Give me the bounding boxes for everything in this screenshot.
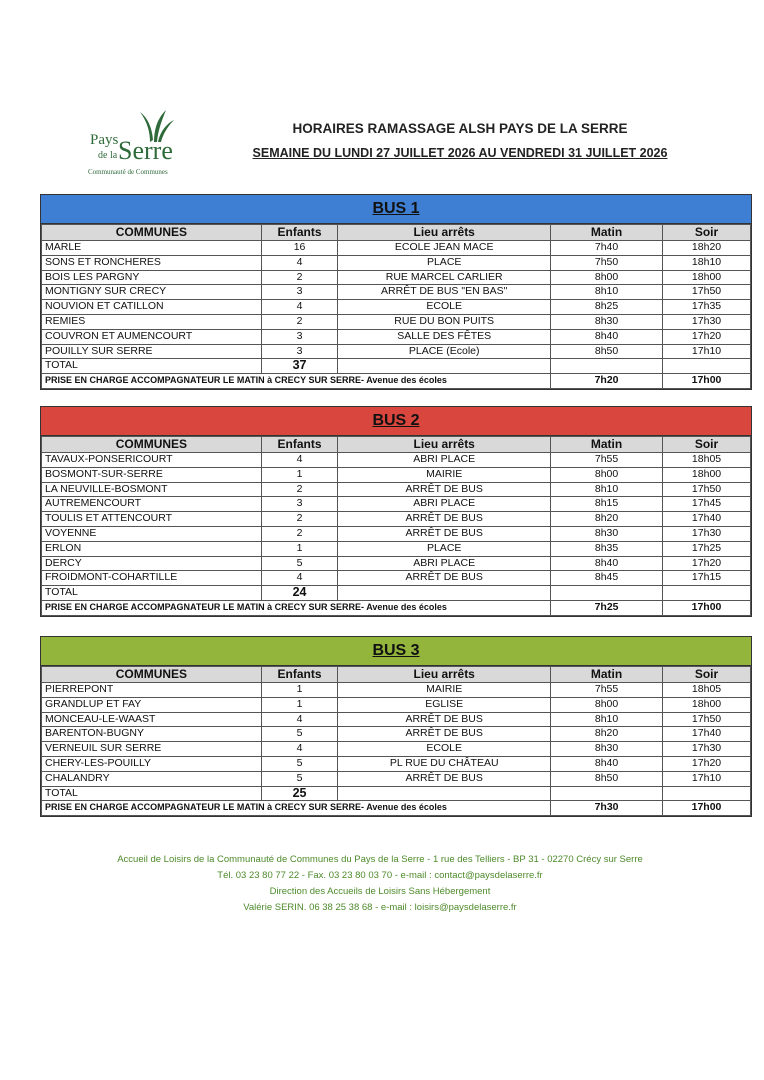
table-row [42, 482, 751, 497]
header-matin: Matin [551, 437, 663, 453]
total-row [42, 359, 751, 374]
table-row [42, 344, 751, 359]
document-week: SEMAINE DU LUNDI 27 JUILLET 2026 AU VENDREDI 31 JUILLET 2026 [252, 146, 668, 160]
table-row [42, 512, 751, 527]
total-value: 24 [261, 586, 338, 601]
lieu-arret-cell: MAIRIE [338, 467, 551, 482]
total-label: TOTAL [42, 586, 262, 601]
lieu-arret-cell: ARRÊT DE BUS "EN BAS" [338, 285, 551, 300]
table-row [42, 241, 751, 256]
table-row [42, 697, 751, 712]
prise-en-charge-label: PRISE EN CHARGE ACCOMPAGNATEUR LE MATIN à CRECY SUR SERRE- Avenue des écoles [42, 600, 551, 615]
matin-cell: 8h15 [551, 497, 663, 512]
matin-cell: 8h45 [551, 571, 663, 586]
soir-cell: 17h50 [663, 285, 751, 300]
soir-cell: 18h05 [663, 453, 751, 468]
total-row [42, 786, 751, 801]
empty-cell [663, 786, 751, 801]
bus-title: BUS 1 [372, 200, 420, 217]
matin-cell: 8h30 [551, 526, 663, 541]
commune-cell: PIERREPONT [42, 683, 262, 698]
prise-en-charge-label: PRISE EN CHARGE ACCOMPAGNATEUR LE MATIN à CRECY SUR SERRE- Avenue des écoles [42, 801, 551, 816]
commune-cell: LA NEUVILLE-BOSMONT [42, 482, 262, 497]
soir-cell: 17h35 [663, 300, 751, 315]
soir-cell: 17h50 [663, 482, 751, 497]
lieu-arret-cell: MAIRIE [338, 683, 551, 698]
logo-pays: Pays [90, 132, 119, 148]
commune-cell: REMIES [42, 314, 262, 329]
pays-de-la-serre-logo [84, 108, 194, 178]
commune-cell: VOYENNE [42, 526, 262, 541]
enfants-cell: 2 [261, 482, 338, 497]
bus-3-table [40, 636, 752, 817]
header-lieu-arrets: Lieu arrêts [338, 225, 551, 241]
table-row [42, 497, 751, 512]
soir-cell: 17h15 [663, 571, 751, 586]
bus-header-band [41, 195, 751, 224]
soir-cell: 17h40 [663, 727, 751, 742]
prise-matin: 7h25 [551, 600, 663, 615]
enfants-cell: 16 [261, 241, 338, 256]
commune-cell: DERCY [42, 556, 262, 571]
lieu-arret-cell: ARRÊT DE BUS [338, 482, 551, 497]
soir-cell: 17h30 [663, 742, 751, 757]
lieu-arret-cell: PL RUE DU CHÂTEAU [338, 756, 551, 771]
enfants-cell: 5 [261, 727, 338, 742]
matin-cell: 8h10 [551, 285, 663, 300]
table-row [42, 467, 751, 482]
matin-cell: 8h10 [551, 712, 663, 727]
soir-cell: 17h50 [663, 712, 751, 727]
lieu-arret-cell: PLACE (Ecole) [338, 344, 551, 359]
empty-cell [551, 786, 663, 801]
enfants-cell: 2 [261, 512, 338, 527]
footer-director: Valérie SERIN. 06 38 25 38 68 - e-mail : loisirs@paysdelaserre.fr [243, 902, 517, 913]
table-row [42, 683, 751, 698]
matin-cell: 8h30 [551, 314, 663, 329]
soir-cell: 18h10 [663, 255, 751, 270]
soir-cell: 17h20 [663, 556, 751, 571]
document-title: HORAIRES RAMASSAGE ALSH PAYS DE LA SERRE [292, 121, 628, 136]
total-row [42, 586, 751, 601]
lieu-arret-cell: ECOLE JEAN MACE [338, 241, 551, 256]
table-row [42, 329, 751, 344]
empty-cell [551, 586, 663, 601]
matin-cell: 8h40 [551, 756, 663, 771]
commune-cell: BOSMONT-SUR-SERRE [42, 467, 262, 482]
commune-cell: SONS ET RONCHERES [42, 255, 262, 270]
matin-cell: 8h10 [551, 482, 663, 497]
commune-cell: AUTREMENCOURT [42, 497, 262, 512]
footer [40, 852, 720, 916]
commune-cell: CHALANDRY [42, 771, 262, 786]
enfants-cell: 1 [261, 683, 338, 698]
matin-cell: 8h00 [551, 697, 663, 712]
soir-cell: 18h00 [663, 467, 751, 482]
lieu-arret-cell: ABRI PLACE [338, 556, 551, 571]
lieu-arret-cell: ARRÊT DE BUS [338, 526, 551, 541]
commune-cell: ERLON [42, 541, 262, 556]
lieu-arret-cell: ARRÊT DE BUS [338, 771, 551, 786]
logo-communaute: Communauté de Communes [88, 168, 168, 176]
header-communes: COMMUNES [42, 437, 262, 453]
total-label: TOTAL [42, 786, 262, 801]
prise-soir: 17h00 [663, 600, 751, 615]
column-header-row [42, 225, 751, 241]
commune-cell: MARLE [42, 241, 262, 256]
header-communes: COMMUNES [42, 667, 262, 683]
soir-cell: 17h40 [663, 512, 751, 527]
matin-cell: 8h20 [551, 727, 663, 742]
soir-cell: 17h30 [663, 526, 751, 541]
matin-cell: 8h40 [551, 556, 663, 571]
logo-serre: Serre [118, 136, 173, 165]
commune-cell: MONTIGNY SUR CRECY [42, 285, 262, 300]
commune-cell: BOIS LES PARGNY [42, 270, 262, 285]
table-row [42, 571, 751, 586]
prise-en-charge-row [42, 801, 751, 816]
matin-cell: 8h30 [551, 742, 663, 757]
header-lieu-arrets: Lieu arrêts [338, 667, 551, 683]
enfants-cell: 4 [261, 571, 338, 586]
lieu-arret-cell: RUE DU BON PUITS [338, 314, 551, 329]
lieu-arret-cell: ARRÊT DE BUS [338, 571, 551, 586]
lieu-arret-cell: ABRI PLACE [338, 497, 551, 512]
enfants-cell: 4 [261, 300, 338, 315]
matin-cell: 7h55 [551, 683, 663, 698]
schedule-table [41, 436, 751, 616]
table-row [42, 727, 751, 742]
prise-en-charge-row [42, 600, 751, 615]
enfants-cell: 2 [261, 270, 338, 285]
soir-cell: 17h10 [663, 344, 751, 359]
soir-cell: 18h00 [663, 697, 751, 712]
bus-header-band [41, 407, 751, 436]
enfants-cell: 3 [261, 329, 338, 344]
matin-cell: 8h00 [551, 467, 663, 482]
soir-cell: 18h05 [663, 683, 751, 698]
matin-cell: 8h25 [551, 300, 663, 315]
enfants-cell: 4 [261, 453, 338, 468]
empty-cell [663, 586, 751, 601]
header-soir: Soir [663, 437, 751, 453]
bus-2-table [40, 406, 752, 617]
table-row [42, 712, 751, 727]
enfants-cell: 1 [261, 541, 338, 556]
commune-cell: NOUVION ET CATILLON [42, 300, 262, 315]
prise-matin: 7h20 [551, 374, 663, 389]
bus-title: BUS 2 [372, 412, 420, 429]
commune-cell: VERNEUIL SUR SERRE [42, 742, 262, 757]
lieu-arret-cell: SALLE DES FÊTES [338, 329, 551, 344]
enfants-cell: 5 [261, 771, 338, 786]
total-value: 25 [261, 786, 338, 801]
footer-address: Accueil de Loisirs de la Communauté de Communes du Pays de la Serre - 1 rue des Telliers - BP 31 - 02270 Crécy sur Serre [117, 854, 643, 865]
table-row [42, 756, 751, 771]
header-soir: Soir [663, 225, 751, 241]
header-lieu-arrets: Lieu arrêts [338, 437, 551, 453]
commune-cell: BARENTON-BUGNY [42, 727, 262, 742]
empty-cell [338, 586, 551, 601]
enfants-cell: 3 [261, 497, 338, 512]
enfants-cell: 2 [261, 526, 338, 541]
commune-cell: TAVAUX-PONSERICOURT [42, 453, 262, 468]
soir-cell: 17h10 [663, 771, 751, 786]
commune-cell: CHERY-LES-POUILLY [42, 756, 262, 771]
table-row [42, 300, 751, 315]
matin-cell: 8h20 [551, 512, 663, 527]
commune-cell: TOULIS ET ATTENCOURT [42, 512, 262, 527]
schedule-table [41, 224, 751, 389]
soir-cell: 17h45 [663, 497, 751, 512]
matin-cell: 8h00 [551, 270, 663, 285]
matin-cell: 7h40 [551, 241, 663, 256]
footer-contact: Tél. 03 23 80 77 22 - Fax. 03 23 80 03 70 - e-mail : contact@paysdelaserre.fr [217, 870, 543, 881]
table-row [42, 526, 751, 541]
lieu-arret-cell: ECOLE [338, 300, 551, 315]
prise-en-charge-label: PRISE EN CHARGE ACCOMPAGNATEUR LE MATIN à CRECY SUR SERRE- Avenue des écoles [42, 374, 551, 389]
bus-title: BUS 3 [372, 642, 420, 659]
soir-cell: 17h20 [663, 329, 751, 344]
enfants-cell: 3 [261, 285, 338, 300]
empty-cell [338, 786, 551, 801]
commune-cell: COUVRON ET AUMENCOURT [42, 329, 262, 344]
logo-dela: de la [98, 150, 118, 161]
total-label: TOTAL [42, 359, 262, 374]
lieu-arret-cell: ARRÊT DE BUS [338, 727, 551, 742]
lieu-arret-cell: EGLISE [338, 697, 551, 712]
footer-direction: Direction des Accueils de Loisirs Sans Hébergement [269, 886, 491, 897]
empty-cell [551, 359, 663, 374]
soir-cell: 17h30 [663, 314, 751, 329]
table-row [42, 742, 751, 757]
enfants-cell: 2 [261, 314, 338, 329]
header-soir: Soir [663, 667, 751, 683]
table-row [42, 541, 751, 556]
prise-en-charge-row [42, 374, 751, 389]
header-matin: Matin [551, 667, 663, 683]
prise-matin: 7h30 [551, 801, 663, 816]
table-row [42, 556, 751, 571]
matin-cell: 7h55 [551, 453, 663, 468]
matin-cell: 7h50 [551, 255, 663, 270]
lieu-arret-cell: ECOLE [338, 742, 551, 757]
prise-soir: 17h00 [663, 801, 751, 816]
bus-1-table [40, 194, 752, 390]
schedule-table [41, 666, 751, 816]
lieu-arret-cell: RUE MARCEL CARLIER [338, 270, 551, 285]
table-row [42, 255, 751, 270]
table-row [42, 285, 751, 300]
header-communes: COMMUNES [42, 225, 262, 241]
empty-cell [663, 359, 751, 374]
table-row [42, 453, 751, 468]
total-value: 37 [261, 359, 338, 374]
soir-cell: 17h20 [663, 756, 751, 771]
header-enfants: Enfants [261, 225, 338, 241]
matin-cell: 8h40 [551, 329, 663, 344]
empty-cell [338, 359, 551, 374]
enfants-cell: 4 [261, 255, 338, 270]
enfants-cell: 5 [261, 556, 338, 571]
soir-cell: 18h20 [663, 241, 751, 256]
header-enfants: Enfants [261, 667, 338, 683]
soir-cell: 17h25 [663, 541, 751, 556]
lieu-arret-cell: ARRÊT DE BUS [338, 512, 551, 527]
soir-cell: 18h00 [663, 270, 751, 285]
lieu-arret-cell: ABRI PLACE [338, 453, 551, 468]
lieu-arret-cell: ARRÊT DE BUS [338, 712, 551, 727]
matin-cell: 8h50 [551, 344, 663, 359]
bus-header-band [41, 637, 751, 666]
header-matin: Matin [551, 225, 663, 241]
table-row [42, 771, 751, 786]
lieu-arret-cell: PLACE [338, 255, 551, 270]
matin-cell: 8h35 [551, 541, 663, 556]
enfants-cell: 1 [261, 467, 338, 482]
commune-cell: FROIDMONT-COHARTILLE [42, 571, 262, 586]
enfants-cell: 3 [261, 344, 338, 359]
table-row [42, 270, 751, 285]
enfants-cell: 1 [261, 697, 338, 712]
commune-cell: MONCEAU-LE-WAAST [42, 712, 262, 727]
prise-soir: 17h00 [663, 374, 751, 389]
matin-cell: 8h50 [551, 771, 663, 786]
column-header-row [42, 437, 751, 453]
enfants-cell: 4 [261, 712, 338, 727]
lieu-arret-cell: PLACE [338, 541, 551, 556]
commune-cell: GRANDLUP ET FAY [42, 697, 262, 712]
header-enfants: Enfants [261, 437, 338, 453]
enfants-cell: 4 [261, 742, 338, 757]
column-header-row [42, 667, 751, 683]
table-row [42, 314, 751, 329]
commune-cell: POUILLY SUR SERRE [42, 344, 262, 359]
enfants-cell: 5 [261, 756, 338, 771]
